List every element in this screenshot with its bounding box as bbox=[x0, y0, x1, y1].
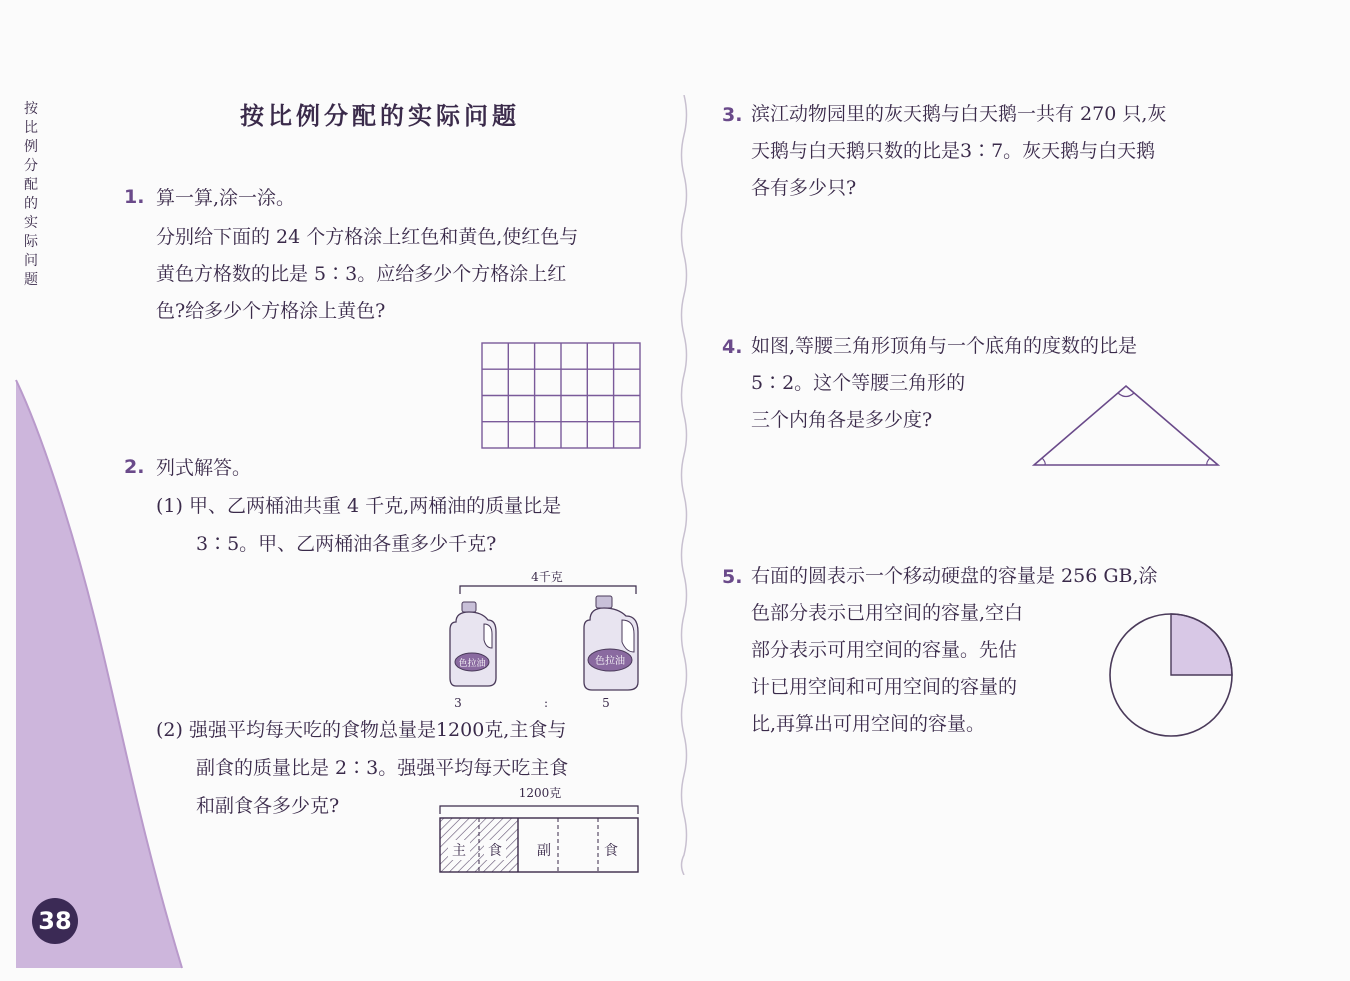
q2-part2-line: 副食的质量比是 2∶3。强强平均每天吃主食 bbox=[196, 757, 569, 779]
ratio-left: 3 bbox=[454, 696, 462, 710]
large-bottle-label: 色拉油 bbox=[595, 656, 625, 667]
q1-line: 分别给下面的 24 个方格涂上红色和黄色,使红色与 bbox=[156, 226, 579, 248]
q1-heading: 算一算,涂一涂。 bbox=[156, 187, 296, 209]
q2-number: 2. bbox=[124, 456, 145, 478]
q2-part2-line: 和副食各多少克? bbox=[196, 795, 340, 817]
bar-main-char: 主 bbox=[448, 840, 470, 860]
q3-line: 各有多少只? bbox=[751, 177, 857, 199]
bar-side-char: 食 bbox=[604, 843, 618, 859]
q3-text bbox=[751, 96, 1166, 207]
q2-heading: 列式解答。 bbox=[156, 457, 252, 479]
q5-line: 色部分表示已用空间的容量,空白 bbox=[751, 602, 1024, 624]
q1-number: 1. bbox=[124, 186, 145, 208]
q5-line: 部分表示可用空间的容量。先估 bbox=[751, 639, 1018, 661]
large-bottle-icon bbox=[584, 596, 638, 690]
q2-part1-line: (1) 甲、乙两桶油共重 4 千克,两桶油的质量比是 bbox=[156, 495, 562, 517]
q4-number: 4. bbox=[722, 336, 743, 358]
isosceles-triangle-figure bbox=[1028, 382, 1224, 472]
ratio-colon: : bbox=[543, 696, 549, 710]
q4-line: 三个内角各是多少度? bbox=[751, 409, 933, 431]
disk-capacity-circle bbox=[1106, 610, 1236, 740]
q1-text bbox=[156, 219, 578, 330]
small-bottle-icon bbox=[450, 602, 496, 686]
bar-side-char: 副 bbox=[537, 843, 551, 859]
q4-line: 5∶2。这个等腰三角形的 bbox=[751, 372, 966, 394]
q2-part2-line: (2) 强强平均每天吃的食物总量是1200克,主食与 bbox=[156, 719, 567, 741]
small-bottle-label: 色拉油 bbox=[458, 659, 486, 669]
ratio-right: 5 bbox=[602, 696, 610, 710]
q3-number: 3. bbox=[722, 104, 743, 126]
q4-line: 如图,等腰三角形顶角与一个底角的度数的比是 bbox=[751, 335, 1138, 357]
q2-part1-line: 3∶5。甲、乙两桶油各重多少千克? bbox=[196, 533, 497, 555]
q1-line: 黄色方格数的比是 5∶3。应给多少个方格涂上红 bbox=[156, 263, 567, 285]
q5-line: 比,再算出可用空间的容量。 bbox=[751, 713, 986, 735]
page-title: 按比例分配的实际问题 bbox=[240, 101, 520, 130]
q3-line: 滨江动物园里的灰天鹅与白天鹅一共有 270 只,灰 bbox=[751, 103, 1167, 125]
side-title: 按 比 例 分 配 的 实 际 问 题 bbox=[24, 101, 38, 288]
page-number: 38 bbox=[32, 898, 78, 944]
coloring-grid[interactable] bbox=[481, 342, 641, 450]
total-weight-label: 4千克 bbox=[531, 570, 563, 584]
q3-line: 天鹅与白天鹅只数的比是3∶7。灰天鹅与白天鹅 bbox=[751, 140, 1156, 162]
food-ratio-bar bbox=[436, 800, 642, 876]
bar-main-char: 食 bbox=[484, 840, 506, 860]
q5-line: 右面的圆表示一个移动硬盘的容量是 256 GB,涂 bbox=[751, 565, 1158, 587]
q5-number: 5. bbox=[722, 566, 743, 588]
oil-bottles-figure bbox=[448, 578, 648, 698]
bar-total-label: 1200克 bbox=[518, 786, 562, 800]
page-divider bbox=[676, 95, 692, 875]
q5-text bbox=[751, 558, 1158, 743]
used-space-sector bbox=[1171, 614, 1232, 675]
q1-line: 色?给多少个方格涂上黄色? bbox=[156, 300, 386, 322]
q5-line: 计已用空间和可用空间的容量的 bbox=[751, 676, 1018, 698]
